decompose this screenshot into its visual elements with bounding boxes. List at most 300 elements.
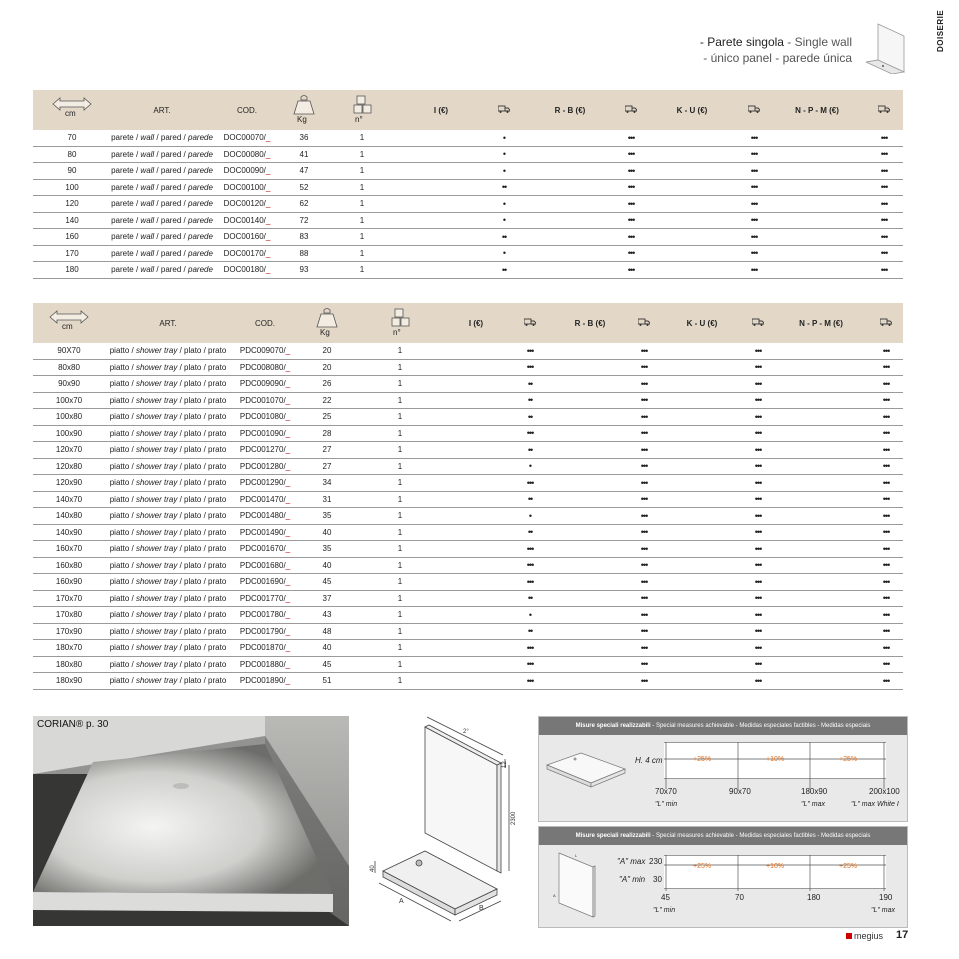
- availability-ku: •••: [743, 359, 773, 376]
- art-text: wall: [140, 265, 155, 275]
- code-cell: [213, 245, 281, 262]
- code-text: PDC001680/: [239, 560, 286, 570]
- availability-i: •••: [507, 574, 553, 591]
- art-cell: [105, 574, 231, 591]
- art-text: piatto /: [109, 428, 136, 438]
- availability-rb: •••: [617, 262, 645, 279]
- finish-placeholder: _: [285, 412, 291, 422]
- art-text: piatto /: [109, 511, 136, 521]
- code-cell: [231, 425, 299, 442]
- availability-i: •••: [507, 359, 553, 376]
- art-text: shower tray: [135, 445, 178, 455]
- availability-i: ••: [507, 524, 553, 541]
- weight-cell: 83: [281, 229, 327, 246]
- empty-cell: [445, 343, 507, 359]
- code-text: PDC001470/: [239, 494, 286, 504]
- weight-icon: Kg: [293, 95, 315, 125]
- empty-cell: [397, 146, 485, 163]
- empty-cell: [397, 196, 485, 213]
- availability-i: ••: [507, 376, 553, 393]
- table-row: [33, 376, 903, 393]
- empty-cell: [553, 376, 627, 393]
- size-cell: 70: [33, 130, 111, 146]
- empty-cell: [773, 343, 869, 359]
- empty-cell: [773, 442, 869, 459]
- finish-placeholder: _: [285, 362, 291, 372]
- price-i-header: I (€): [433, 105, 449, 115]
- truck-icon: [865, 90, 903, 130]
- empty-cell: [773, 607, 869, 624]
- availability-ku: •••: [743, 541, 773, 558]
- availability-rb: •••: [627, 491, 661, 508]
- dim-a-label: A: [399, 898, 404, 905]
- empty-cell: [553, 359, 627, 376]
- availability-npm: •••: [869, 574, 903, 591]
- art-text: piatto /: [109, 412, 136, 422]
- availability-rb: •••: [627, 425, 661, 442]
- art-text: parede: [188, 248, 213, 258]
- availability-npm: •••: [869, 524, 903, 541]
- art-text: parete /: [111, 232, 141, 242]
- art-text: / pared /: [154, 248, 188, 258]
- availability-i: ••: [507, 623, 553, 640]
- art-cell: [111, 146, 213, 163]
- l-max-label: "L" max: [871, 907, 896, 914]
- code-text: PDC001480/: [239, 511, 286, 521]
- a-max-label: "A" max: [617, 857, 646, 866]
- art-text: shower tray: [135, 560, 178, 570]
- size-cell: 120: [33, 196, 111, 213]
- code-text: DOC00100/: [223, 182, 266, 192]
- code-cell: [213, 212, 281, 229]
- table-row: [33, 343, 903, 359]
- cod-column-header: COD.: [255, 318, 275, 328]
- art-text: wall: [140, 133, 155, 143]
- empty-cell: [661, 623, 743, 640]
- availability-npm: •••: [869, 607, 903, 624]
- panel-header: Misure speciali realizzabili - Special measures achievable - Medidas especiales factibles - Medidas especiais: [539, 717, 907, 735]
- availability-i: ••: [485, 262, 523, 279]
- empty-cell: [661, 491, 743, 508]
- table-row: [33, 245, 903, 262]
- empty-cell: [397, 130, 485, 146]
- finish-placeholder: _: [265, 149, 271, 159]
- finish-placeholder: _: [285, 461, 291, 471]
- page-number: 17: [896, 929, 909, 941]
- art-text: piatto /: [109, 478, 136, 488]
- art-text: shower tray: [135, 610, 178, 620]
- empty-cell: [445, 524, 507, 541]
- finish-placeholder: _: [285, 494, 291, 504]
- art-text: wall: [140, 182, 155, 192]
- size-cell: 100x70: [33, 392, 105, 409]
- art-cell: [105, 557, 231, 574]
- art-text: shower tray: [135, 659, 178, 669]
- availability-rb: •••: [627, 359, 661, 376]
- art-cell: [105, 343, 231, 359]
- empty-cell: [769, 179, 865, 196]
- empty-cell: [523, 196, 617, 213]
- empty-cell: [553, 458, 627, 475]
- table-row: [33, 541, 903, 558]
- a-min-value: 30: [653, 875, 662, 884]
- art-text: wall: [140, 199, 155, 209]
- size-cell: 80: [33, 146, 111, 163]
- code-text: PDC001780/: [239, 610, 286, 620]
- art-text: wall: [140, 232, 155, 242]
- finish-placeholder: _: [265, 133, 271, 143]
- art-cell: [111, 212, 213, 229]
- height-label: H. 4 cm: [635, 756, 663, 765]
- code-text: DOC00120/: [223, 199, 266, 209]
- art-text: / plato / prato: [177, 346, 227, 356]
- availability-i: ••: [507, 409, 553, 426]
- table-row: [33, 196, 903, 213]
- size-cell: 100x90: [33, 425, 105, 442]
- empty-cell: [773, 458, 869, 475]
- weight-cell: 20: [299, 359, 355, 376]
- code-cell: [231, 491, 299, 508]
- empty-cell: [661, 574, 743, 591]
- weight-cell: 45: [299, 656, 355, 673]
- art-text: wall: [140, 248, 155, 258]
- art-text: piatto /: [109, 676, 136, 686]
- art-cell: [105, 623, 231, 640]
- empty-cell: [661, 409, 743, 426]
- availability-ku: •••: [739, 179, 769, 196]
- empty-cell: [553, 343, 627, 359]
- code-cell: [213, 146, 281, 163]
- empty-cell: [773, 656, 869, 673]
- pieces-cell: 1: [355, 590, 445, 607]
- pieces-cell: 1: [355, 574, 445, 591]
- finish-placeholder: _: [285, 626, 291, 636]
- art-text: / plato / prato: [177, 412, 227, 422]
- availability-npm: •••: [865, 130, 903, 146]
- availability-rb: •••: [627, 640, 661, 657]
- code-text: PDC001070/: [239, 395, 286, 405]
- empty-cell: [773, 640, 869, 657]
- art-text: shower tray: [135, 676, 178, 686]
- code-cell: [231, 590, 299, 607]
- availability-i: •••: [507, 541, 553, 558]
- pieces-column-header: [355, 303, 445, 343]
- availability-ku: •••: [743, 442, 773, 459]
- empty-cell: [661, 442, 743, 459]
- empty-cell: [661, 343, 743, 359]
- availability-npm: •••: [869, 343, 903, 359]
- empty-cell: [661, 475, 743, 492]
- svg-text:A: A: [553, 893, 556, 898]
- art-text: parete /: [111, 149, 141, 159]
- truck-icon: [739, 90, 769, 130]
- availability-npm: •••: [865, 212, 903, 229]
- percent-label: +25%: [693, 756, 712, 763]
- empty-cell: [769, 196, 865, 213]
- code-cell: [231, 623, 299, 640]
- empty-cell: [645, 212, 739, 229]
- empty-cell: [523, 163, 617, 180]
- availability-ku: •••: [743, 557, 773, 574]
- single-wall-thumbnail: [866, 22, 906, 74]
- l-max-label: "L" max: [801, 801, 826, 808]
- a-min-label: "A" min: [619, 875, 646, 884]
- weight-cell: 28: [299, 425, 355, 442]
- art-text: wall: [140, 149, 155, 159]
- weight-cell: 27: [299, 442, 355, 459]
- code-text: DOC00090/: [223, 166, 266, 176]
- availability-ku: •••: [743, 673, 773, 690]
- percent-label: +25%: [839, 756, 858, 763]
- code-cell: [231, 359, 299, 376]
- empty-cell: [553, 442, 627, 459]
- empty-cell: [445, 673, 507, 690]
- weight-cell: 20: [299, 343, 355, 359]
- availability-npm: •••: [869, 508, 903, 525]
- art-text: shower tray: [135, 412, 178, 422]
- code-text: DOC00180/: [223, 265, 266, 275]
- availability-ku: •••: [739, 196, 769, 213]
- finish-placeholder: _: [285, 527, 291, 537]
- availability-i: •: [507, 508, 553, 525]
- art-text: shower tray: [135, 626, 178, 636]
- art-column-header: ART.: [153, 105, 171, 115]
- section-tab: DOISERIE: [936, 9, 945, 52]
- empty-cell: [397, 179, 485, 196]
- availability-ku: •••: [743, 376, 773, 393]
- availability-i: •: [485, 163, 523, 180]
- brand-logo: megius: [846, 931, 883, 941]
- empty-cell: [523, 262, 617, 279]
- table-row: [33, 656, 903, 673]
- size-cell: 160: [33, 229, 111, 246]
- pieces-cell: 1: [355, 508, 445, 525]
- art-text: / pared /: [154, 232, 188, 242]
- code-cell: [231, 343, 299, 359]
- code-cell: [231, 442, 299, 459]
- code-cell: [231, 524, 299, 541]
- weight-cell: 48: [299, 623, 355, 640]
- panel-header: Misure speciali realizzabili - Special measures achievable - Medidas especiales factibles - Medidas especiais: [539, 827, 907, 845]
- empty-cell: [553, 656, 627, 673]
- art-text: / pared /: [154, 166, 188, 176]
- tick-label: 70x70: [655, 787, 677, 796]
- weight-cell: 52: [281, 179, 327, 196]
- availability-ku: •••: [743, 607, 773, 624]
- empty-cell: [769, 229, 865, 246]
- table-row: [33, 508, 903, 525]
- art-text: shower tray: [135, 643, 178, 653]
- code-text: PDC001270/: [239, 445, 286, 455]
- empty-cell: [773, 491, 869, 508]
- availability-rb: •••: [627, 524, 661, 541]
- availability-npm: •••: [865, 262, 903, 279]
- empty-cell: [397, 245, 485, 262]
- truck-icon: [617, 90, 645, 130]
- art-text: / plato / prato: [177, 560, 227, 570]
- size-cell: 120x80: [33, 458, 105, 475]
- empty-cell: [645, 262, 739, 279]
- table-row: [33, 359, 903, 376]
- title-english: - Single wall: [783, 35, 852, 49]
- pieces-cell: 1: [327, 130, 397, 146]
- empty-cell: [523, 146, 617, 163]
- table-row: [33, 475, 903, 492]
- finish-placeholder: _: [265, 166, 271, 176]
- availability-i: •: [507, 458, 553, 475]
- finish-placeholder: _: [285, 478, 291, 488]
- cod-column-header: COD.: [237, 105, 257, 115]
- availability-ku: •••: [743, 574, 773, 591]
- art-text: / pared /: [154, 133, 188, 143]
- art-text: parete /: [111, 265, 141, 275]
- table-row: [33, 146, 903, 163]
- empty-cell: [661, 590, 743, 607]
- availability-rb: •••: [617, 196, 645, 213]
- art-text: shower tray: [135, 395, 178, 405]
- table-row: [33, 262, 903, 279]
- availability-rb: •••: [627, 392, 661, 409]
- art-text: / plato / prato: [177, 494, 227, 504]
- finish-placeholder: _: [265, 248, 271, 258]
- empty-cell: [445, 475, 507, 492]
- size-cell: 100: [33, 179, 111, 196]
- size-cell: 140x90: [33, 524, 105, 541]
- availability-npm: •••: [869, 392, 903, 409]
- art-text: parede: [188, 166, 213, 176]
- art-text: parede: [188, 182, 213, 192]
- width-arrows-icon: cm: [52, 96, 92, 122]
- empty-cell: [661, 458, 743, 475]
- price-npm-header: N - P - M (€): [795, 105, 839, 115]
- art-text: piatto /: [109, 659, 136, 669]
- finish-placeholder: _: [285, 445, 291, 455]
- truck-icon: [743, 303, 773, 343]
- code-cell: [213, 130, 281, 146]
- availability-rb: •••: [617, 212, 645, 229]
- size-cell: 180x80: [33, 656, 105, 673]
- empty-cell: [553, 623, 627, 640]
- art-text: / plato / prato: [177, 395, 227, 405]
- tick-label: 180x90: [801, 787, 828, 796]
- empty-cell: [661, 524, 743, 541]
- empty-cell: [769, 146, 865, 163]
- size-cell: 120x90: [33, 475, 105, 492]
- art-cell: [105, 508, 231, 525]
- percent-label: +10%: [766, 756, 785, 763]
- availability-i: •••: [507, 673, 553, 690]
- availability-ku: •••: [743, 475, 773, 492]
- availability-i: •: [485, 196, 523, 213]
- availability-rb: •••: [627, 590, 661, 607]
- art-cell: [111, 179, 213, 196]
- size-cell: 90X70: [33, 343, 105, 359]
- code-cell: [213, 262, 281, 279]
- tick-label: 180: [807, 893, 821, 902]
- empty-cell: [661, 359, 743, 376]
- table-row: [33, 640, 903, 657]
- art-text: shower tray: [135, 494, 178, 504]
- code-cell: [231, 508, 299, 525]
- availability-npm: •••: [869, 491, 903, 508]
- pieces-cell: 1: [327, 179, 397, 196]
- pieces-cell: 1: [355, 376, 445, 393]
- table-row: [33, 442, 903, 459]
- art-text: parete /: [111, 133, 141, 143]
- pieces-cell: 1: [355, 623, 445, 640]
- code-cell: [213, 163, 281, 180]
- art-text: / plato / prato: [177, 577, 227, 587]
- art-cell: [105, 590, 231, 607]
- art-text: shower tray: [135, 527, 178, 537]
- a-max-value: 230: [649, 857, 663, 866]
- code-text: PDC001290/: [239, 478, 286, 488]
- empty-cell: [397, 262, 485, 279]
- empty-cell: [553, 673, 627, 690]
- art-cell: [105, 392, 231, 409]
- code-text: PDC001080/: [239, 412, 286, 422]
- availability-npm: •••: [865, 229, 903, 246]
- finish-placeholder: _: [285, 560, 291, 570]
- weight-cell: 25: [299, 409, 355, 426]
- availability-rb: •••: [617, 245, 645, 262]
- wall-panel-table: [33, 90, 903, 279]
- code-text: PDC001280/: [239, 461, 286, 471]
- availability-npm: •••: [869, 673, 903, 690]
- table-row: [33, 623, 903, 640]
- empty-cell: [773, 541, 869, 558]
- art-cell: [105, 376, 231, 393]
- finish-placeholder: _: [265, 199, 271, 209]
- code-text: DOC00140/: [223, 215, 266, 225]
- truck-icon: [627, 303, 661, 343]
- availability-ku: •••: [743, 640, 773, 657]
- empty-cell: [397, 163, 485, 180]
- code-text: PDC009090/: [239, 379, 286, 389]
- size-cell: 170x80: [33, 607, 105, 624]
- art-text: piatto /: [109, 544, 136, 554]
- availability-i: ••: [485, 229, 523, 246]
- empty-cell: [769, 163, 865, 180]
- empty-cell: [445, 392, 507, 409]
- art-text: / plato / prato: [177, 478, 227, 488]
- table-row: [33, 590, 903, 607]
- art-cell: [105, 524, 231, 541]
- boxes-icon: n°: [351, 95, 373, 125]
- availability-ku: •••: [743, 524, 773, 541]
- table-row: [33, 524, 903, 541]
- empty-cell: [553, 409, 627, 426]
- tick-label: 90x70: [729, 787, 751, 796]
- availability-npm: •••: [865, 179, 903, 196]
- empty-cell: [773, 524, 869, 541]
- title-italian: - Parete singola: [699, 35, 784, 49]
- code-cell: [231, 656, 299, 673]
- pieces-cell: 1: [355, 343, 445, 359]
- pieces-cell: 1: [355, 524, 445, 541]
- weight-cell: 40: [299, 524, 355, 541]
- art-cell: [105, 475, 231, 492]
- empty-cell: [553, 508, 627, 525]
- empty-cell: [645, 130, 739, 146]
- availability-rb: •••: [627, 343, 661, 359]
- art-text: parete /: [111, 166, 141, 176]
- availability-npm: •••: [865, 196, 903, 213]
- code-cell: [213, 196, 281, 213]
- size-cell: 180: [33, 262, 111, 279]
- finish-placeholder: _: [285, 428, 291, 438]
- availability-rb: •••: [617, 130, 645, 146]
